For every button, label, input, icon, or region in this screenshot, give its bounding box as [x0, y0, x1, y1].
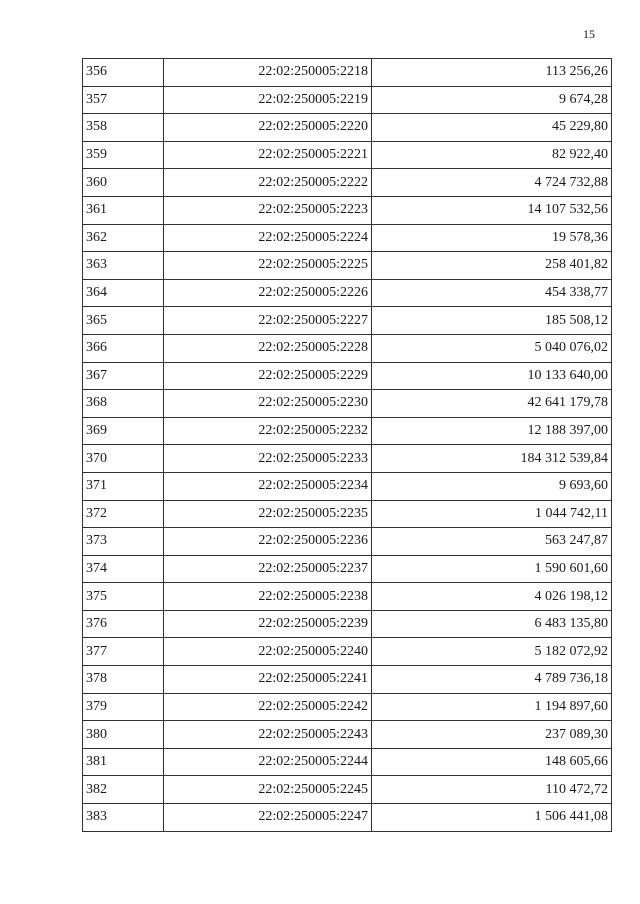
cadastral-number-cell: 22:02:250005:2237: [164, 555, 372, 583]
cadastral-number-cell: 22:02:250005:2228: [164, 334, 372, 362]
row-number-cell: 362: [83, 224, 164, 252]
cadastral-value-cell: 4 724 732,88: [372, 169, 612, 197]
cadastral-number-cell: 22:02:250005:2224: [164, 224, 372, 252]
cadastral-number-cell: 22:02:250005:2234: [164, 472, 372, 500]
cadastral-value-cell: 1 044 742,11: [372, 500, 612, 528]
cadastral-value-cell: 10 133 640,00: [372, 362, 612, 390]
table-row: [83, 500, 612, 528]
cadastral-value-cell: 563 247,87: [372, 528, 612, 556]
row-number-cell: 361: [83, 196, 164, 224]
row-number-cell: 376: [83, 610, 164, 638]
page-number: 15: [583, 27, 595, 41]
row-number-cell: 358: [83, 114, 164, 142]
cadastral-number-cell: 22:02:250005:2238: [164, 583, 372, 611]
row-number-cell: 363: [83, 252, 164, 280]
table-row: [83, 666, 612, 694]
row-number-cell: 356: [83, 59, 164, 87]
cadastral-value-cell: 6 483 135,80: [372, 610, 612, 638]
cadastral-number-cell: 22:02:250005:2236: [164, 528, 372, 556]
cadastral-value-cell: 4 789 736,18: [372, 666, 612, 694]
table-row: [83, 224, 612, 252]
cadastral-value-cell: 237 089,30: [372, 721, 612, 749]
table-row: [83, 334, 612, 362]
row-number-cell: 380: [83, 721, 164, 749]
row-number-cell: 370: [83, 445, 164, 473]
table-row: [83, 362, 612, 390]
cadastral-value-cell: 4 026 198,12: [372, 583, 612, 611]
cadastral-number-cell: 22:02:250005:2247: [164, 804, 372, 832]
table-row: [83, 279, 612, 307]
cadastral-number-cell: 22:02:250005:2235: [164, 500, 372, 528]
cadastral-value-cell: 454 338,77: [372, 279, 612, 307]
cadastral-number-cell: 22:02:250005:2240: [164, 638, 372, 666]
cadastral-value-cell: 45 229,80: [372, 114, 612, 142]
row-number-cell: 371: [83, 472, 164, 500]
cadastral-number-cell: 22:02:250005:2232: [164, 417, 372, 445]
cadastral-number-cell: 22:02:250005:2239: [164, 610, 372, 638]
cadastral-value-cell: 110 472,72: [372, 776, 612, 804]
cadastral-number-cell: 22:02:250005:2241: [164, 666, 372, 694]
row-number-cell: 373: [83, 528, 164, 556]
cadastral-value-cell: 5 040 076,02: [372, 334, 612, 362]
table-row: [83, 583, 612, 611]
row-number-cell: 364: [83, 279, 164, 307]
row-number-cell: 357: [83, 86, 164, 114]
row-number-cell: 369: [83, 417, 164, 445]
cadastral-value-cell: 184 312 539,84: [372, 445, 612, 473]
cadastral-value-table: [82, 58, 612, 832]
row-number-cell: 374: [83, 555, 164, 583]
cadastral-value-cell: 42 641 179,78: [372, 390, 612, 418]
table-row: [83, 86, 612, 114]
cadastral-number-cell: 22:02:250005:2244: [164, 748, 372, 776]
cadastral-value-cell: 185 508,12: [372, 307, 612, 335]
cadastral-number-cell: 22:02:250005:2223: [164, 196, 372, 224]
cadastral-number-cell: 22:02:250005:2229: [164, 362, 372, 390]
table-row: [83, 776, 612, 804]
table-row: [83, 252, 612, 280]
table-row: [83, 528, 612, 556]
cadastral-number-cell: 22:02:250005:2222: [164, 169, 372, 197]
cadastral-value-cell: 9 693,60: [372, 472, 612, 500]
row-number-cell: 360: [83, 169, 164, 197]
row-number-cell: 383: [83, 804, 164, 832]
cadastral-value-cell: 9 674,28: [372, 86, 612, 114]
cadastral-number-cell: 22:02:250005:2227: [164, 307, 372, 335]
table-row: [83, 804, 612, 832]
row-number-cell: 382: [83, 776, 164, 804]
cadastral-number-cell: 22:02:250005:2220: [164, 114, 372, 142]
cadastral-number-cell: 22:02:250005:2221: [164, 141, 372, 169]
cadastral-number-cell: 22:02:250005:2230: [164, 390, 372, 418]
cadastral-value-cell: 1 194 897,60: [372, 693, 612, 721]
table-row: [83, 169, 612, 197]
table-body: [83, 59, 612, 832]
row-number-cell: 379: [83, 693, 164, 721]
cadastral-number-cell: 22:02:250005:2243: [164, 721, 372, 749]
row-number-cell: 378: [83, 666, 164, 694]
table-row: [83, 196, 612, 224]
table-row: [83, 390, 612, 418]
table-row: [83, 638, 612, 666]
table-row: [83, 748, 612, 776]
table-row: [83, 141, 612, 169]
cadastral-number-cell: 22:02:250005:2225: [164, 252, 372, 280]
row-number-cell: 372: [83, 500, 164, 528]
table-row: [83, 307, 612, 335]
row-number-cell: 375: [83, 583, 164, 611]
table-row: [83, 693, 612, 721]
row-number-cell: 366: [83, 334, 164, 362]
cadastral-number-cell: 22:02:250005:2233: [164, 445, 372, 473]
cadastral-value-cell: 1 590 601,60: [372, 555, 612, 583]
cadastral-value-cell: 19 578,36: [372, 224, 612, 252]
cadastral-number-cell: 22:02:250005:2226: [164, 279, 372, 307]
table-row: [83, 721, 612, 749]
table-row: [83, 445, 612, 473]
cadastral-value-cell: 12 188 397,00: [372, 417, 612, 445]
cadastral-number-cell: 22:02:250005:2245: [164, 776, 372, 804]
row-number-cell: 359: [83, 141, 164, 169]
cadastral-number-cell: 22:02:250005:2218: [164, 59, 372, 87]
cadastral-value-cell: 258 401,82: [372, 252, 612, 280]
row-number-cell: 381: [83, 748, 164, 776]
row-number-cell: 367: [83, 362, 164, 390]
table-row: [83, 417, 612, 445]
table-row: [83, 610, 612, 638]
cadastral-value-cell: 1 506 441,08: [372, 804, 612, 832]
table-row: [83, 555, 612, 583]
cadastral-number-cell: 22:02:250005:2242: [164, 693, 372, 721]
table-row: [83, 114, 612, 142]
cadastral-value-cell: 82 922,40: [372, 141, 612, 169]
row-number-cell: 368: [83, 390, 164, 418]
cadastral-value-cell: 14 107 532,56: [372, 196, 612, 224]
cadastral-value-cell: 148 605,66: [372, 748, 612, 776]
table-row: [83, 472, 612, 500]
cadastral-value-cell: 113 256,26: [372, 59, 612, 87]
row-number-cell: 365: [83, 307, 164, 335]
cadastral-value-cell: 5 182 072,92: [372, 638, 612, 666]
row-number-cell: 377: [83, 638, 164, 666]
cadastral-number-cell: 22:02:250005:2219: [164, 86, 372, 114]
table-row: [83, 59, 612, 87]
